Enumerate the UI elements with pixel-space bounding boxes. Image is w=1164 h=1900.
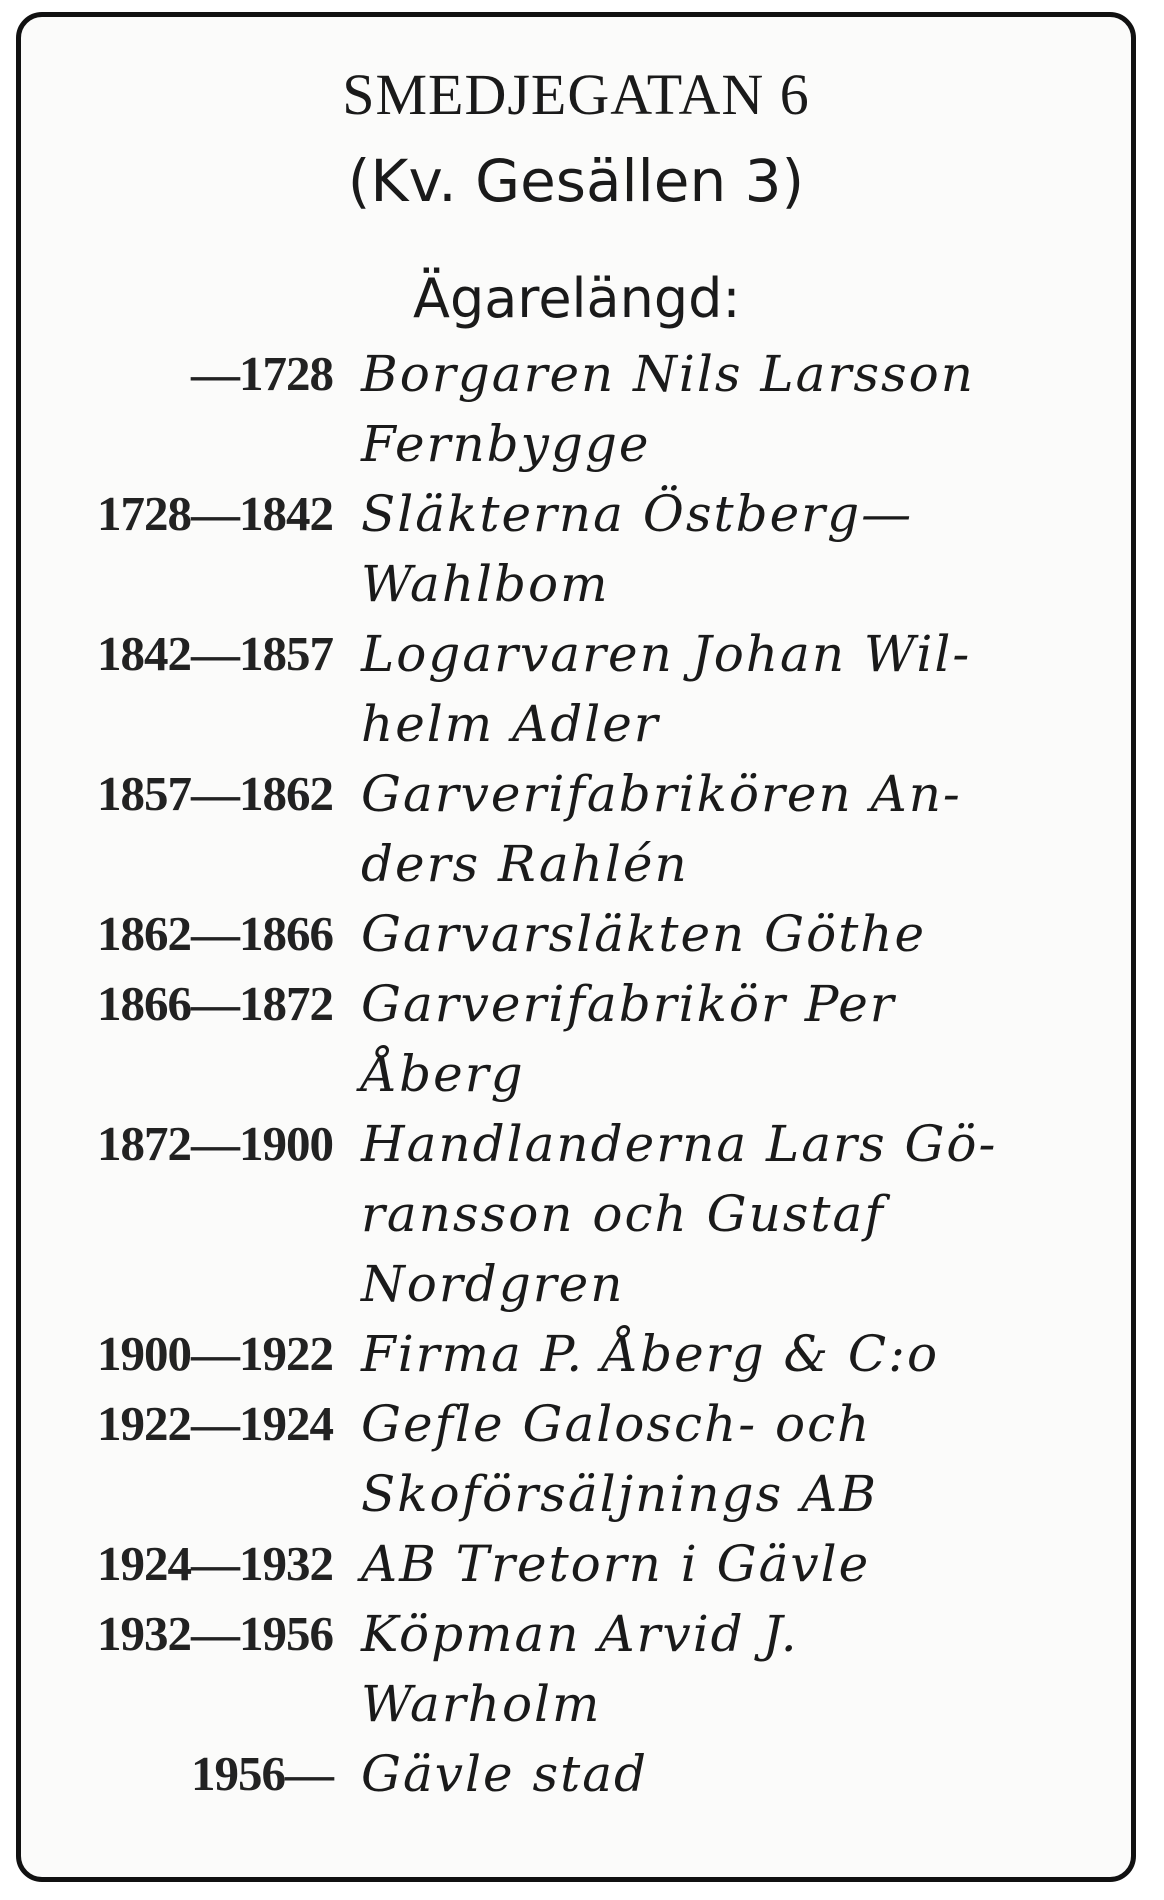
entry-owner (361, 1599, 1131, 1739)
entry-owner-line: Garvarsläkten Göthe (361, 905, 927, 963)
entry-years: —1728 (191, 346, 333, 401)
entry-owner (361, 1529, 1131, 1599)
entry-owner-line: Fernbygge (361, 415, 651, 473)
entry-owner-line: AB Tretorn i Gävle (361, 1535, 871, 1593)
entry-owner-line: helm Adler (361, 695, 660, 753)
owner-entry (21, 1109, 1131, 1319)
entry-years: 1857—1862 (97, 766, 333, 821)
owner-entry (21, 1529, 1131, 1599)
entry-owner-line: Släkterna Östberg— (361, 485, 914, 543)
entry-owner-line: Åberg (361, 1045, 525, 1103)
owner-entry (21, 339, 1131, 479)
document-subtitle: (Kv. Gesällen 3) (347, 147, 805, 215)
document-title: SMEDJEGATAN 6 (342, 62, 810, 127)
owner-entry (21, 969, 1131, 1109)
entry-owner-line: Köpman Arvid J. (361, 1605, 799, 1663)
entry-owner-line: Firma P. Åberg & C:o (361, 1325, 940, 1383)
entry-owner-line: ransson och Gustaf (361, 1185, 885, 1243)
entry-owner-line: Nordgren (361, 1255, 625, 1313)
entry-owner (361, 1319, 1131, 1389)
owner-list-heading: Ägarelängd: (413, 267, 741, 330)
owner-entry (21, 479, 1131, 619)
entry-owner (361, 1739, 1131, 1809)
owner-entry (21, 759, 1131, 899)
entry-owner-line: Skoförsäljnings AB (361, 1465, 878, 1523)
entry-years: 1872—1900 (97, 1116, 333, 1171)
document-card (16, 12, 1136, 1882)
owner-entry (21, 1739, 1131, 1809)
entry-owner-line: ders Rahlén (361, 835, 689, 893)
owner-entry (21, 1319, 1131, 1389)
entry-years: 1900—1922 (97, 1326, 333, 1381)
entry-owner-line: Logarvaren Johan Wil- (361, 625, 972, 683)
entry-owner (361, 899, 1131, 969)
owner-entry (21, 619, 1131, 759)
entry-owner-line: Warholm (361, 1675, 602, 1733)
entry-years: 1862—1866 (97, 906, 333, 961)
entry-years: 1922—1924 (97, 1396, 333, 1451)
entry-owner (361, 339, 1131, 479)
entry-years: 1956— (191, 1746, 333, 1801)
owner-entry (21, 1599, 1131, 1739)
entry-owner (361, 1109, 1131, 1319)
owner-entry (21, 899, 1131, 969)
owner-entry (21, 1389, 1131, 1529)
entry-owner (361, 969, 1131, 1109)
owner-list (21, 339, 1131, 1809)
entry-owner-line: Wahlbom (361, 555, 610, 613)
entry-owner-line: Borgaren Nils Larsson (361, 345, 975, 403)
entry-owner-line: Garverifabrikören An- (361, 765, 962, 823)
entry-years: 1924—1932 (97, 1536, 333, 1591)
entry-owner-line: Garverifabrikör Per (361, 975, 896, 1033)
entry-owner (361, 619, 1131, 759)
entry-owner (361, 759, 1131, 899)
entry-years: 1842—1857 (97, 626, 333, 681)
entry-owner (361, 1389, 1131, 1529)
entry-years: 1866—1872 (97, 976, 333, 1031)
entry-years: 1932—1956 (97, 1606, 333, 1661)
entry-owner-line: Gävle stad (361, 1745, 649, 1803)
entry-owner-line: Handlanderna Lars Gö- (361, 1115, 998, 1173)
entry-owner-line: Gefle Galosch- och (361, 1395, 872, 1453)
entry-owner (361, 479, 1131, 619)
entry-years: 1728—1842 (97, 486, 333, 541)
